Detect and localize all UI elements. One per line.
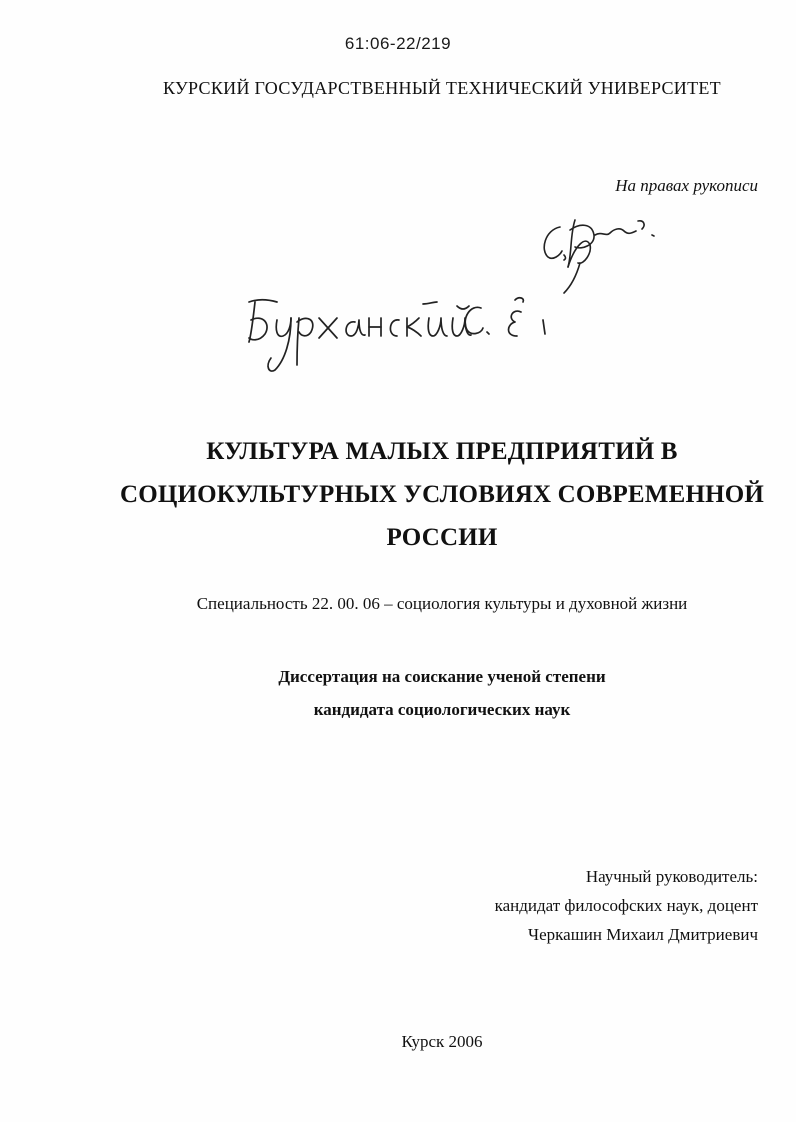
degree-line: кандидата социологических наук [313,700,571,719]
title-line: РОССИИ [386,524,498,551]
advisor-degree: кандидат философских наук, доцент [494,896,758,915]
title-line: СОЦИОКУЛЬТУРНЫХ УСЛОВИЯХ СОВРЕМЕННОЙ [119,481,765,508]
dissertation-title [0,430,796,559]
advisor-label: Научный руководитель: [585,867,758,886]
place-and-year: Курск 2006 [401,1032,483,1051]
handwritten-author-name [225,280,565,380]
degree-line: Диссертация на соискание ученой степени [278,667,606,686]
specialty-line: Специальность 22. 00. 06 – социология культуры и духовной жизни [196,594,688,613]
scientific-advisor [495,862,758,949]
catalog-code: 61:06-22/219 [344,34,452,53]
university-name: КУРСКИЙ ГОСУДАРСТВЕННЫЙ ТЕХНИЧЕСКИЙ УНИВЕРСИТЕТ [163,78,721,98]
title-line: КУЛЬТУРА МАЛЫХ ПРЕДПРИЯТИЙ В [206,438,678,465]
degree-statement [0,660,796,726]
manuscript-note: На правах рукописи [615,176,758,195]
advisor-name: Черкашин Михаил Дмитриевич [528,925,758,944]
